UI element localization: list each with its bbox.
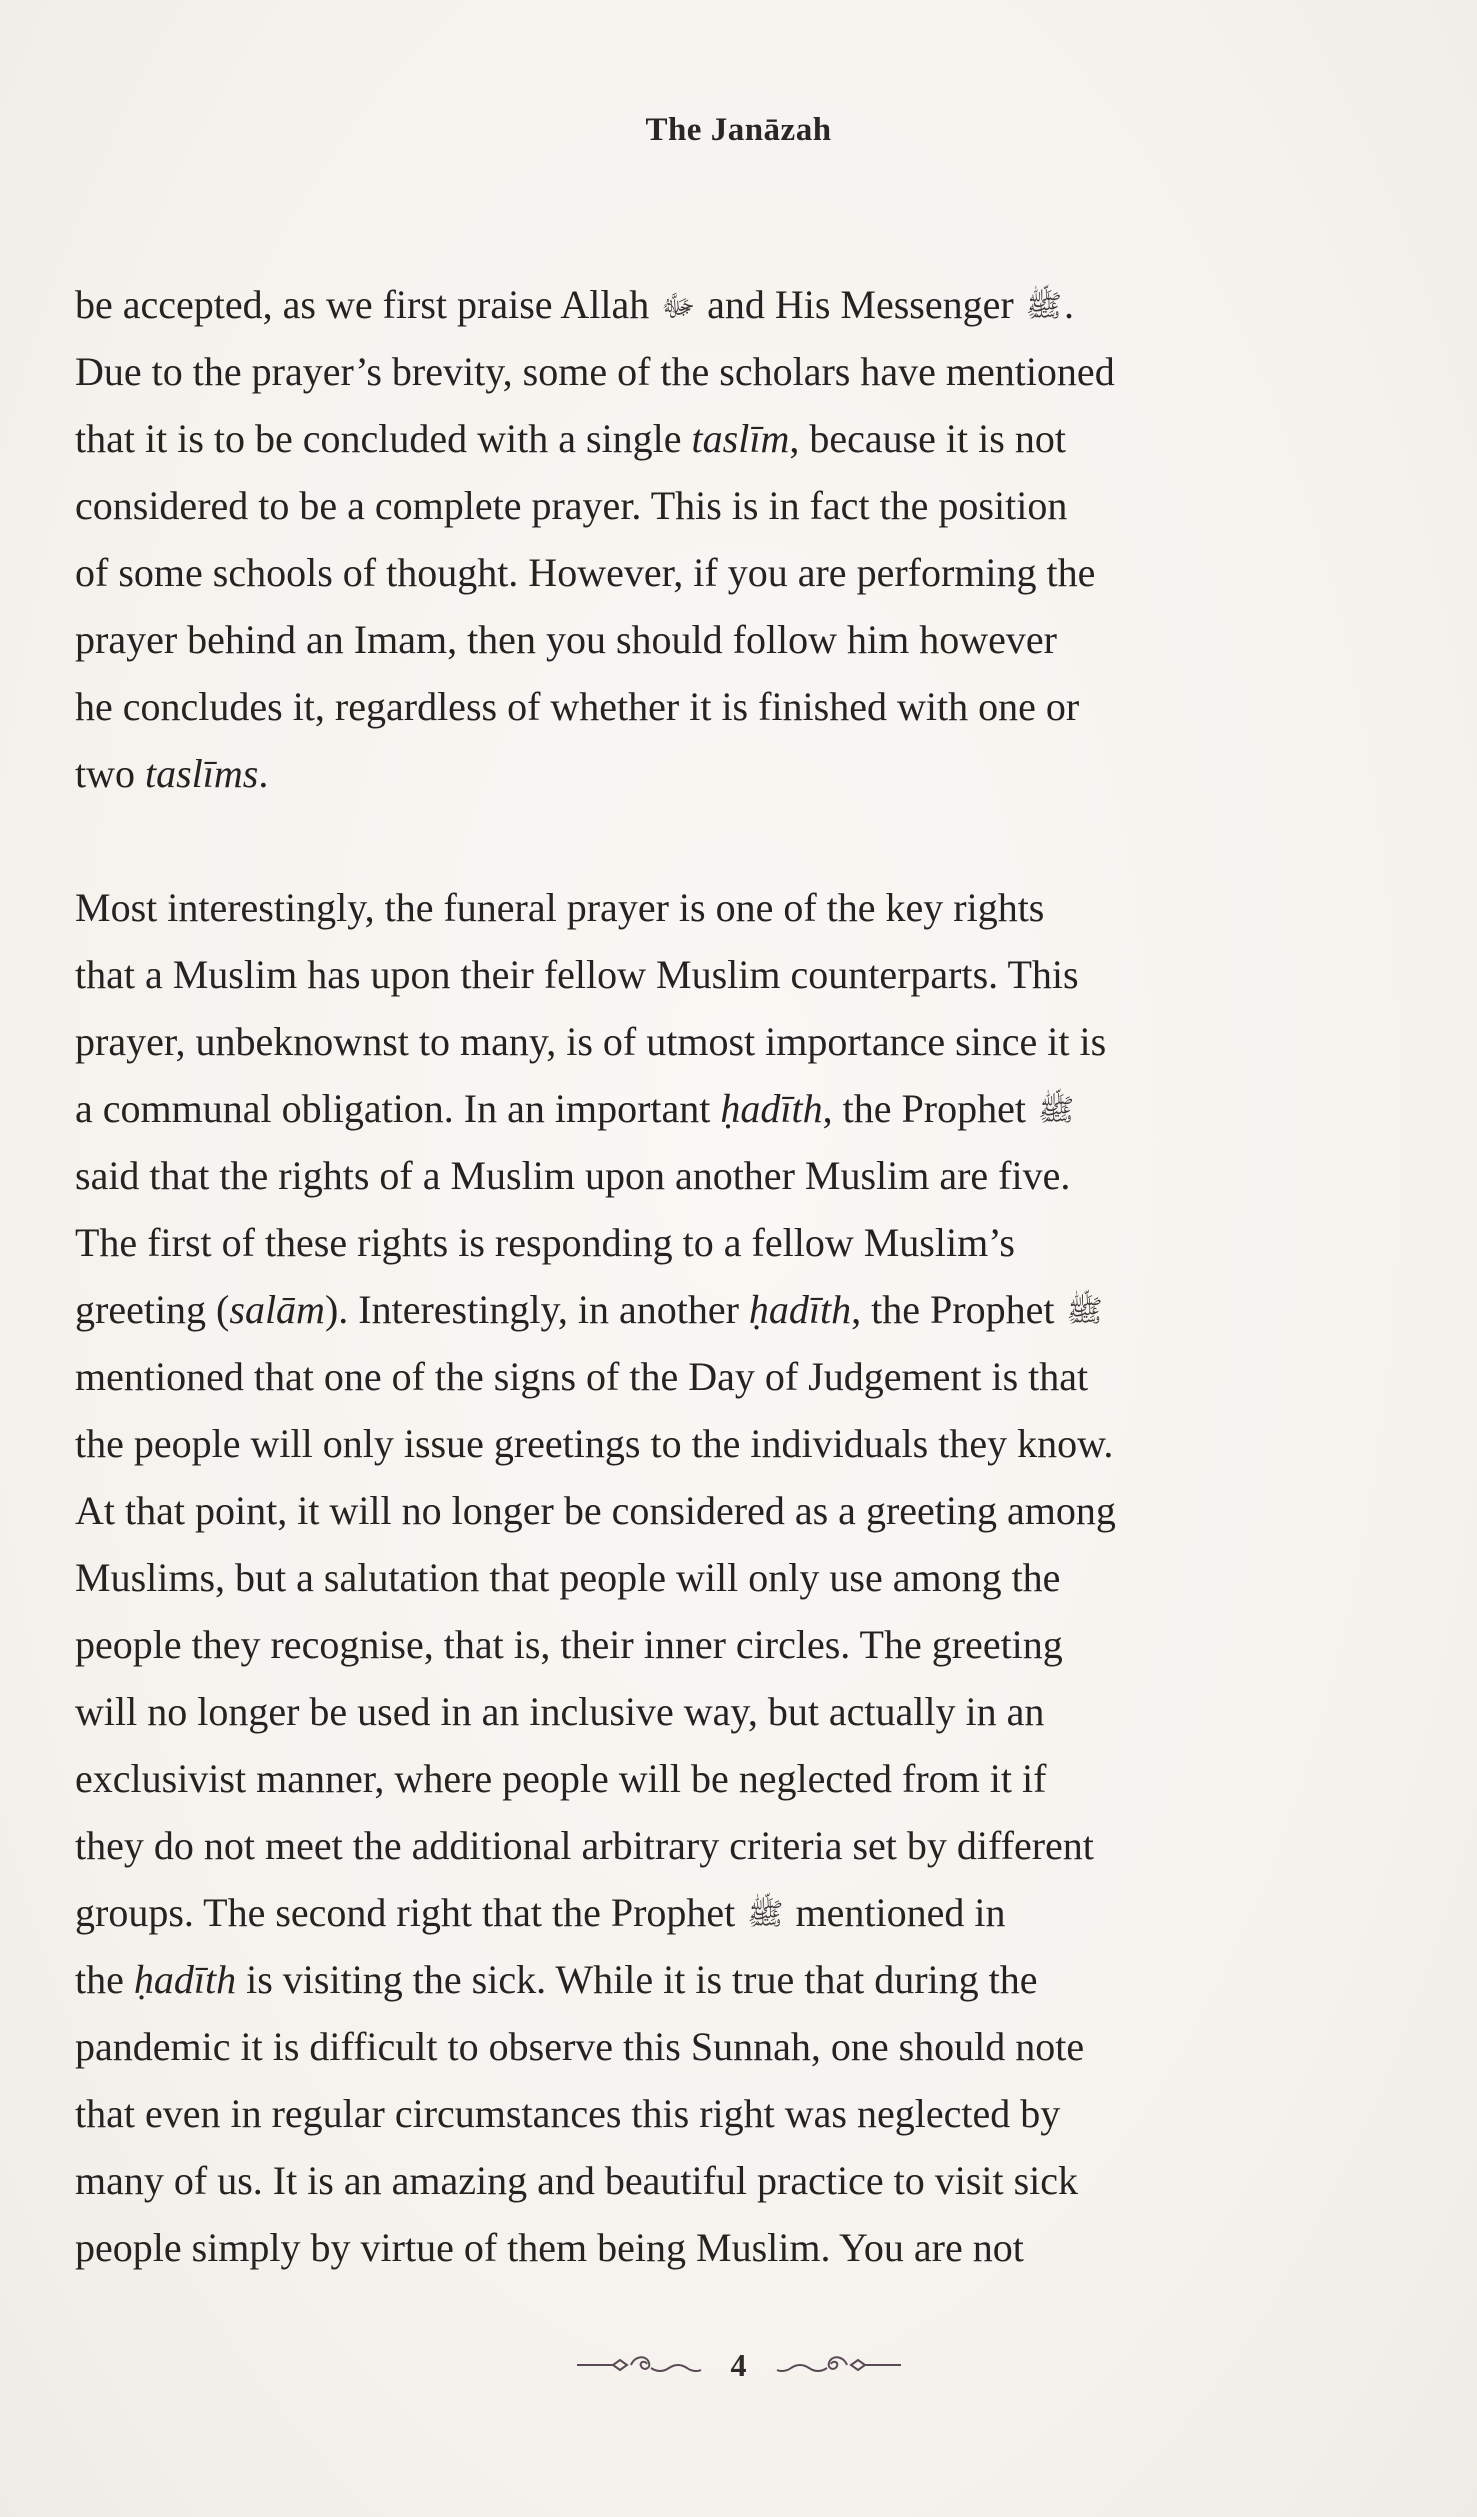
text-line: people simply by virtue of them being Muslim. You are not (75, 2225, 1024, 2270)
page-footer (0, 2344, 1477, 2384)
text-line (75, 1075, 1340, 1142)
text-line: that even in regular circumstances this right was neglected by (75, 2091, 1061, 2136)
text-line: he concludes it, regardless of whether it is finished with one or (75, 684, 1080, 729)
text-line: the people will only issue greetings to the individuals they know. (75, 1421, 1114, 1466)
text-line (75, 740, 1340, 807)
text-run: mentioned in (785, 1890, 1006, 1935)
flourish-ornament-icon (575, 2347, 705, 2384)
text-run: . (258, 751, 269, 796)
text-line: considered to be a complete prayer. This is in fact the position (75, 483, 1068, 528)
running-header-title: The Janāzah (645, 112, 832, 148)
text-line: prayer behind an Imam, then you should follow him however (75, 617, 1057, 662)
italic-term: salām (229, 1287, 325, 1332)
prophet-honorific-icon: ﷺ (1066, 1294, 1103, 1329)
text-line (75, 1879, 1340, 1946)
text-run: , because it is not (789, 416, 1066, 461)
italic-term: ḥadīth (133, 1957, 237, 2002)
text-line (75, 1946, 1340, 2013)
text-line: people they recognise, that is, their inner circles. The greeting (75, 1622, 1063, 1667)
text-run: two (75, 751, 145, 796)
italic-term: ḥadīth (720, 1086, 823, 1131)
flourish-ornament-icon (773, 2347, 903, 2384)
text-line: prayer, unbeknownst to many, is of utmost importance since it is (75, 1019, 1107, 1064)
text-line: Due to the prayer’s brevity, some of the scholars have mentioned (75, 349, 1115, 394)
text-run: ). Interestingly, in another (324, 1287, 749, 1332)
prophet-honorific-icon: ﷺ (747, 1897, 784, 1932)
text-line: Muslims, but a salutation that people will only use among the (75, 1555, 1061, 1600)
text-line: exclusivist manner, where people will be neglected from it if (75, 1756, 1047, 1801)
text-line (75, 271, 1340, 338)
text-run: greeting ( (75, 1287, 230, 1332)
text-line (75, 405, 1340, 472)
italic-term: taslīms (145, 751, 259, 796)
text-run: , the Prophet (851, 1287, 1065, 1332)
text-line: said that the rights of a Muslim upon another Muslim are five. (75, 1153, 1071, 1198)
text-run: be accepted, as we first praise Allah (75, 282, 660, 327)
text-run: , the Prophet (822, 1086, 1036, 1131)
text-line: At that point, it will no longer be considered as a greeting among (75, 1488, 1116, 1533)
paragraph-1 (75, 271, 1340, 807)
text-line: of some schools of thought. However, if you are performing the (75, 550, 1096, 595)
italic-term: taslīm (691, 416, 790, 461)
text-run: and His Messenger (697, 282, 1024, 327)
text-line: The first of these rights is responding to a fellow Muslim’s (75, 1220, 1015, 1265)
text-line (75, 1276, 1340, 1343)
text-line: pandemic it is difficult to observe this Sunnah, one should note (75, 2024, 1085, 2069)
text-line: will no longer be used in an inclusive way, but actually in an (75, 1689, 1045, 1734)
prophet-honorific-icon: ﷺ (1037, 1093, 1075, 1128)
text-run: groups. The second right that the Prophet (75, 1890, 746, 1935)
text-run: the (75, 1957, 134, 2002)
text-line: they do not meet the additional arbitrary criteria set by different (75, 1823, 1094, 1868)
text-line: many of us. It is an amazing and beautiful practice to visit sick (75, 2158, 1079, 2203)
text-run: a communal obligation. In an important (75, 1086, 721, 1131)
page-number: 4 (730, 2347, 747, 2384)
body-text (75, 271, 1340, 2281)
paragraph-spacer (75, 807, 1340, 874)
text-run: . (1063, 282, 1074, 327)
text-line: that a Muslim has upon their fellow Muslim counterparts. This (75, 952, 1079, 997)
text-line: mentioned that one of the signs of the Day of Judgement is that (75, 1354, 1089, 1399)
text-run: is visiting the sick. While it is true that during the (236, 1957, 1038, 2002)
text-run: that it is to be concluded with a single (75, 416, 692, 461)
italic-term: ḥadīth (748, 1287, 852, 1332)
prophet-honorific-icon: ﷺ (1025, 289, 1062, 324)
allah-honorific-icon: ﷻ (661, 289, 696, 324)
text-line: Most interestingly, the funeral prayer is one of the key rights (75, 885, 1045, 930)
paragraph-2 (75, 874, 1340, 2281)
